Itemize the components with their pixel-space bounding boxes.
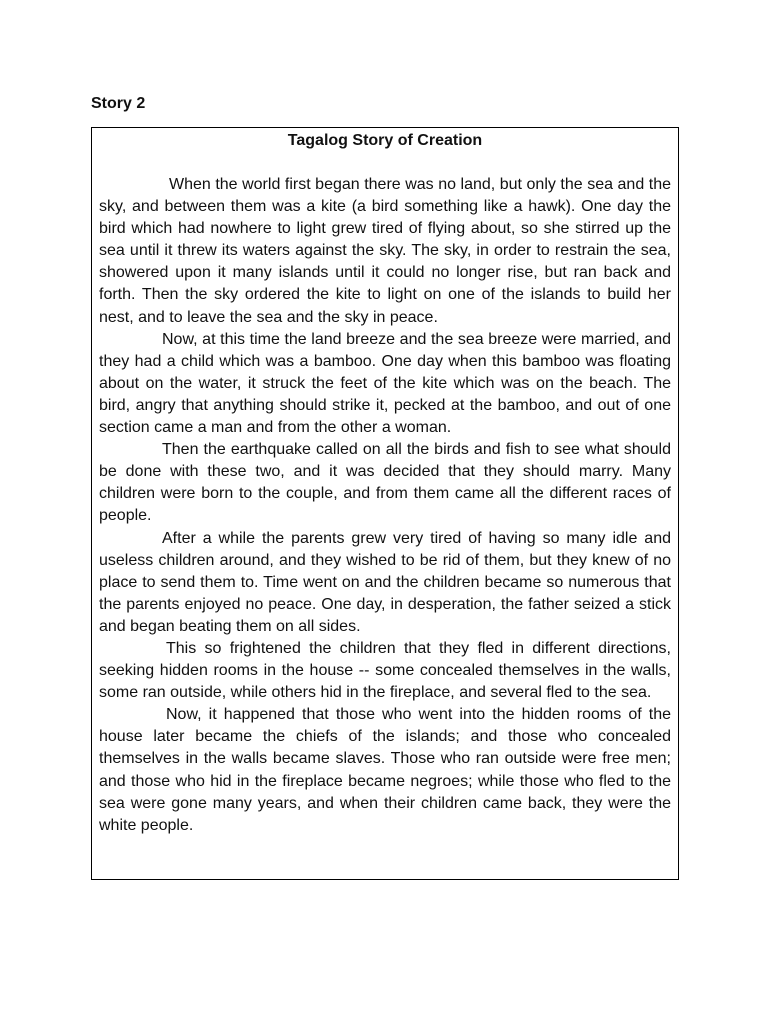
story-paragraph-3: Then the earthquake called on all the birds and fish to see what should be done with these two, and it was decided that they should marry. Many children were born to the couple, and from them came all the different races of people. bbox=[99, 441, 671, 525]
story-paragraph-2: Now, at this time the land breeze and the sea breeze were married, and they had a child which was a bamboo. One day when this bamboo was floating about on the water, it struck the feet of the kite which was on the beach. The bird, angry that anything should strike it, pecked at the bamboo, and out of one section came a man and from the other a woman. bbox=[99, 330, 671, 437]
story-paragraph-1: When the world first began there was no land, but only the sea and the sky, and between them was a kite (a bird something like a hawk). One day the bird which had nowhere to light grew tired of flying about, so she stirred up the sea until it threw its waters against the sky. The sky, in order to restrain the sea, showered upon it many islands until it could no longer rise, but ran back and forth. Then the sky ordered the kite to light on one of the islands to build her nest, and to leave the sea and the sky in peace. bbox=[99, 176, 671, 326]
story-title: Tagalog Story of Creation bbox=[287, 132, 483, 149]
story-heading: Story 2 bbox=[91, 95, 146, 112]
story-paragraph-5: This so frightened the children that they fled in different directions, seeking hidden rooms in the house -- some concealed themselves in the walls, some ran outside, while others hid in the fireplace, and several fled to the sea. bbox=[99, 639, 671, 702]
story-paragraph-6: Now, it happened that those who went into the hidden rooms of the house later became the chiefs of the islands; and those who concealed themselves in the walls became slaves. Those who ran outside were free men; and those who hid in the fireplace became negroes; while those who fled to the sea were gone many years, and when their children came back, they were the white people. bbox=[99, 706, 671, 834]
story-box bbox=[91, 127, 679, 880]
story-paragraph-4: After a while the parents grew very tired of having so many idle and useless children around, and they wished to be rid of them, but they knew of no place to send them to. Time went on and the children became so numerous that the parents enjoyed no peace. One day, in desperation, the father seized a stick and began beating them on all sides. bbox=[99, 529, 671, 635]
